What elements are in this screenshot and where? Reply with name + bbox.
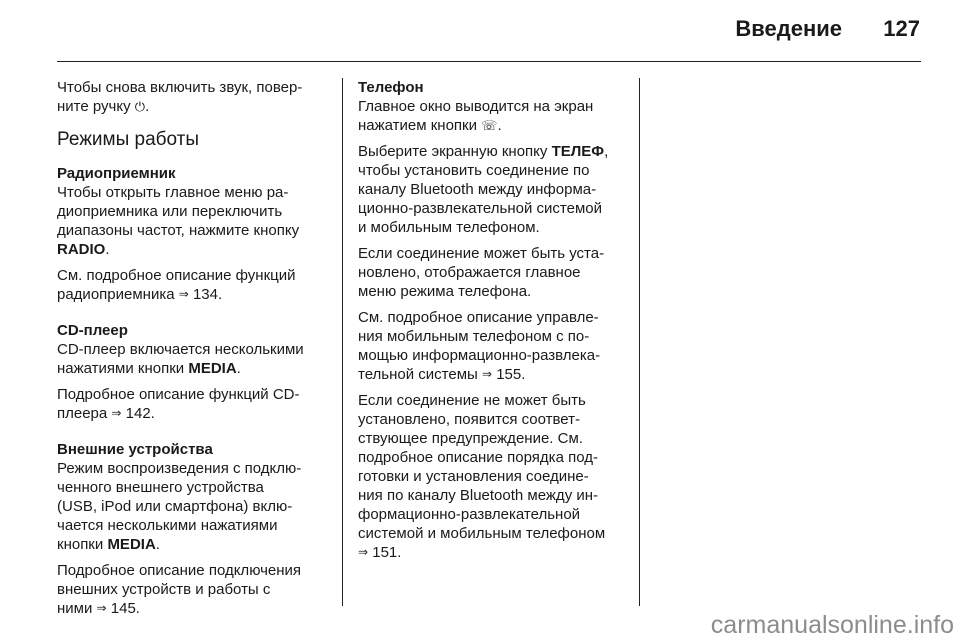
page-header	[0, 0, 960, 62]
phone-paragraph-3: Если соединение может быть уста- новлено, отображается главное меню режима телефона.	[358, 245, 605, 300]
cd-heading: CD-плеер	[57, 322, 128, 339]
page-reference[interactable]: 155.	[496, 366, 526, 383]
page-number: 127	[883, 16, 920, 41]
media-button-label: MEDIA	[107, 536, 156, 553]
phone-paragraph-5: Если соединение не может быть установлено, появится соответ- ствующее предупреждение. См. подробное описание порядка под- готовки и установления соедине- ния по каналу Bluetooth между ин- формационно-развлекательной системой и мобильным телефоном ⇒ 151.	[358, 392, 606, 561]
phone-paragraph-4: См. подробное описание управле- ния мобильным телефоном с по- мощью информационно-развлека- тельной системы ⇒ 155.	[358, 309, 601, 383]
page-reference-icon: ⇒	[481, 367, 493, 381]
page-reference-icon: ⇒	[111, 406, 122, 420]
intro-paragraph: Чтобы снова включить звук, повер- ните ручку ⏻.	[57, 79, 303, 115]
section-title: Режимы работы	[57, 129, 200, 150]
page-reference[interactable]: 145.	[110, 600, 140, 617]
radio-paragraph-1: Чтобы открыть главное меню ра- диоприемника или переключить диапазоны частот, нажмите кнопку RADIO.	[57, 184, 300, 258]
header-divider	[57, 61, 921, 62]
column-divider-right	[639, 78, 640, 606]
phone-heading: Телефон	[358, 79, 424, 96]
page-reference[interactable]: 134.	[192, 286, 223, 303]
page-reference-icon: ⇒	[178, 287, 189, 301]
radio-button-label: RADIO	[57, 241, 106, 258]
external-heading: Внешние устройства	[57, 441, 213, 458]
page-reference[interactable]: 151.	[372, 544, 402, 561]
column-divider-left	[342, 78, 343, 606]
phone-paragraph-1: Главное окно выводится на экран нажатием кнопки ☏.	[358, 98, 594, 134]
middle-column	[358, 78, 628, 569]
page-reference-icon: ⇒	[358, 545, 369, 559]
cd-paragraph-2: Подробное описание функций CD- плеера ⇒ 142.	[57, 386, 300, 422]
watermark: carmanualsonline.info	[710, 611, 954, 639]
radio-paragraph-2: См. подробное описание функций радиоприемника ⇒ 134.	[57, 267, 296, 303]
media-button-label: MEDIA	[188, 360, 237, 377]
cd-paragraph-1: CD-плеер включается несколькими нажатиями кнопки MEDIA.	[57, 341, 304, 377]
radio-heading: Радиоприемник	[57, 165, 176, 182]
phone-paragraph-2: Выберите экранную кнопку ТЕЛЕФ, чтобы установить соединение по каналу Bluetooth между информа- ционно-развлекательной системой и мобильным телефоном.	[358, 143, 609, 236]
left-column	[57, 78, 333, 625]
external-paragraph-2: Подробное описание подключения внешних устройств и работы с ними ⇒ 145.	[57, 562, 302, 617]
external-paragraph-1: Режим воспроизведения с подклю- ченного внешнего устройства (USB, iPod или смартфона) вклю- чается несколькими нажатиями кнопки MEDIA.	[57, 460, 302, 553]
power-knob-icon: ⏻	[134, 99, 146, 114]
page-reference-icon: ⇒	[96, 601, 107, 615]
page-reference[interactable]: 142.	[125, 405, 155, 422]
header-title: Введение	[735, 16, 842, 41]
phone-icon: ☏	[481, 118, 498, 133]
phone-button-label: ТЕЛЕФ	[551, 143, 605, 160]
